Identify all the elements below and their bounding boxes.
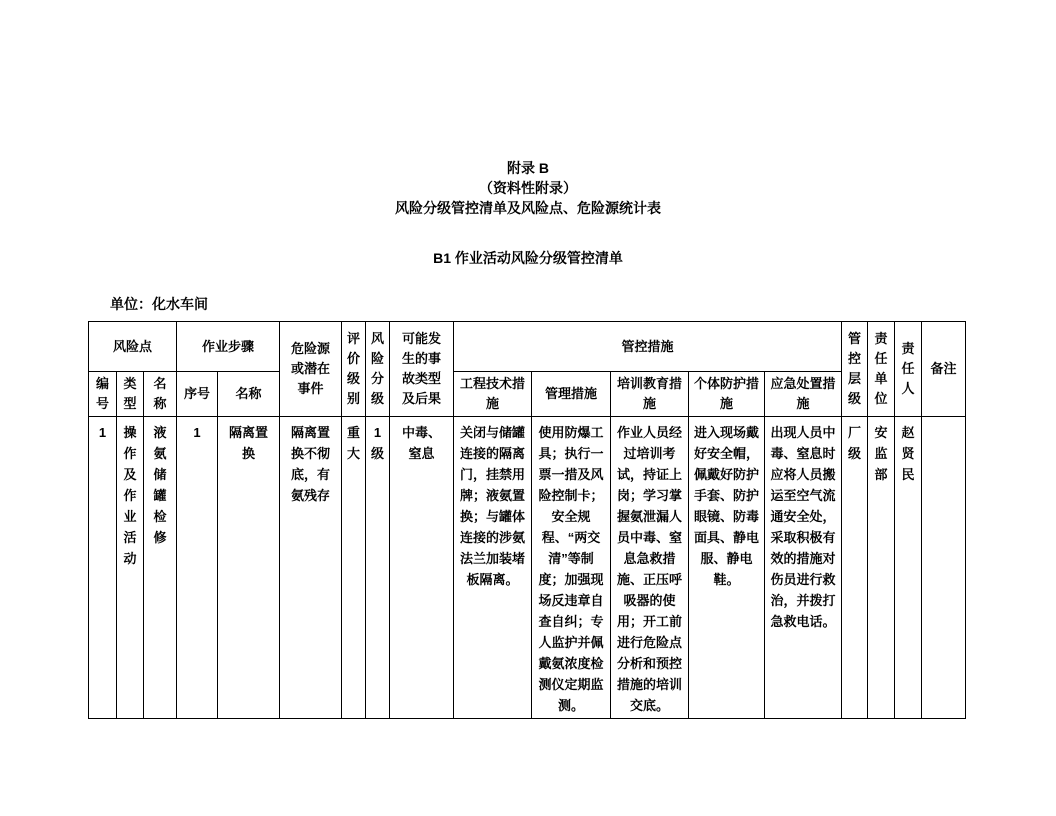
cell-eval-level: 重大 [342, 417, 366, 719]
document-title-block [0, 0, 1056, 218]
header-accident-type: 可能发生的事故类型及后果 [390, 322, 454, 417]
risk-control-table [88, 321, 966, 719]
header-eval-level: 评价级别 [342, 322, 366, 417]
cell-protection-measures: 进入现场戴好安全帽，佩戴好防护手套、防护眼镜、防毒面具、静电服、静电鞋。 [689, 417, 765, 719]
cell-risk-grade: 1级 [366, 417, 390, 719]
header-risk-no: 编号 [89, 372, 117, 417]
header-risk-name: 名称 [144, 372, 177, 417]
cell-risk-name: 液氨储罐检修 [144, 417, 177, 719]
header-engineering-measures: 工程技术措施 [454, 372, 532, 417]
cell-hazard: 隔离置换不彻底，有氨残存 [280, 417, 342, 719]
cell-management-measures: 使用防爆工具；执行一票一措及风险控制卡；安全规程、“两交清”等制度；加强现场反违章自查自纠；专人监护并佩戴氨浓度检测仪定期监测。 [532, 417, 611, 719]
header-step-no: 序号 [177, 372, 218, 417]
cell-control-level: 厂级 [842, 417, 868, 719]
header-management-measures: 管理措施 [532, 372, 611, 417]
cell-emergency-measures: 出现人员中毒、窒息时应将人员搬运至空气流通安全处，采取积极有效的措施对伤员进行救治，并拨打急救电话。 [765, 417, 842, 719]
header-resp-unit: 责任单位 [868, 322, 895, 417]
header-step-name: 名称 [218, 372, 280, 417]
cell-training-measures: 作业人员经过培训考试，持证上岗；学习掌握氨泄漏人员中毒、窒息急救措施、正压呼吸器的使用；开工前进行危险点分析和预控措施的培训交底。 [611, 417, 689, 719]
cell-accident-type: 中毒、窒息 [390, 417, 454, 719]
unit-label: 单位：化水车间 [110, 296, 208, 312]
table-row [89, 417, 966, 719]
appendix-subtitle: （资料性附录） [479, 180, 577, 196]
header-risk-point: 风险点 [89, 322, 177, 372]
header-hazard: 危险源或潜在事件 [280, 322, 342, 417]
cell-engineering-measures: 关闭与储罐连接的隔离门，挂禁用牌；液氨置换；与罐体连接的涉氨法兰加装堵板隔离。 [454, 417, 532, 719]
section-title: B1 作业活动风险分级管控清单 [433, 250, 623, 266]
cell-resp-person: 赵贤民 [895, 417, 922, 719]
cell-resp-unit: 安监部 [868, 417, 895, 719]
appendix-title: 附录 B [507, 160, 549, 176]
header-group-row [89, 322, 966, 372]
header-training-measures: 培训教育措施 [611, 372, 689, 417]
header-emergency-measures: 应急处置措施 [765, 372, 842, 417]
cell-risk-type: 操作及作业活动 [117, 417, 144, 719]
cell-step-name: 隔离置换 [218, 417, 280, 719]
header-control-level: 管控层级 [842, 322, 868, 417]
header-resp-person: 责任人 [895, 322, 922, 417]
header-work-step: 作业步骤 [177, 322, 280, 372]
header-risk-grade: 风险分级 [366, 322, 390, 417]
header-remark: 备注 [922, 322, 966, 417]
document-title: 风险分级管控清单及风险点、危险源统计表 [395, 200, 661, 216]
cell-remark [922, 417, 966, 719]
cell-risk-no: 1 [89, 417, 117, 719]
header-protection-measures: 个体防护措施 [689, 372, 765, 417]
header-risk-type: 类型 [117, 372, 144, 417]
header-control-measures: 管控措施 [454, 322, 842, 372]
header-sub-row [89, 372, 966, 417]
cell-step-no: 1 [177, 417, 218, 719]
